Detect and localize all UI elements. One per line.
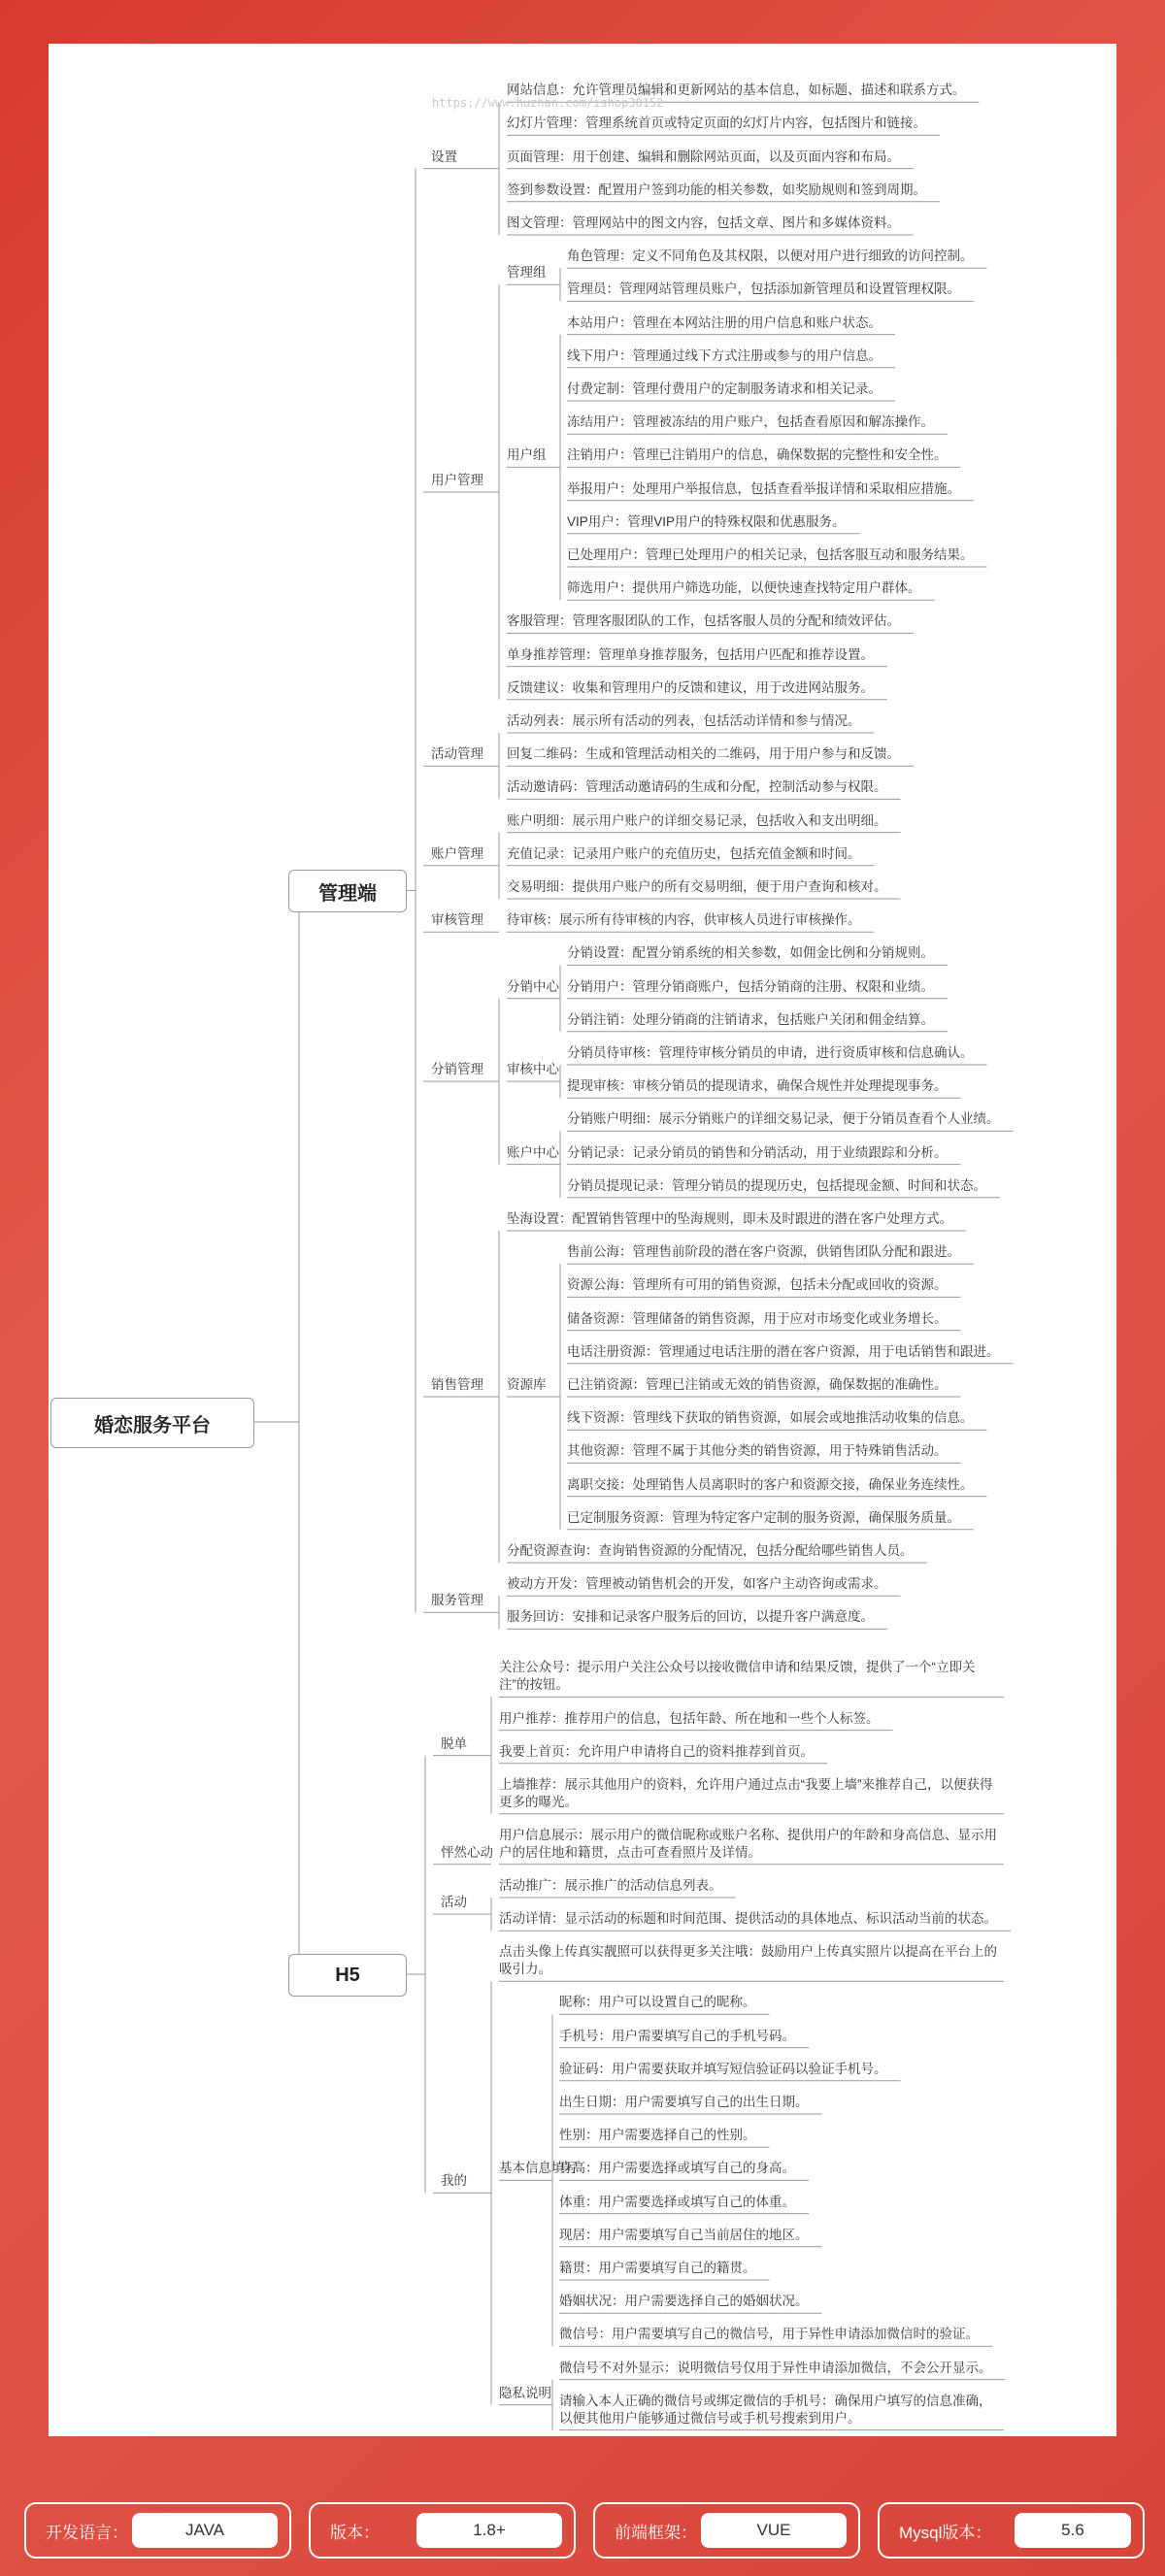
- group-label: 服务管理: [431, 1593, 483, 1608]
- leaf-text: 提现审核：审核分销员的提现请求，确保合规性并处理提现事务。: [567, 1078, 948, 1094]
- leaf-text: 电话注册资源：管理通过电话注册的潜在客户资源，用于电话销售和跟进。: [567, 1343, 1000, 1359]
- subgroup-label: 用户组: [507, 447, 547, 463]
- leaf-text: 活动推广：展示推广的活动信息列表。: [499, 1878, 722, 1893]
- leaf-text: 线下资源：管理线下获取的销售资源，如展会或地推活动收集的信息。: [567, 1410, 974, 1426]
- leaf-text: 分销员待审核：管理待审核分销员的申请，进行资质审核和信息确认。: [567, 1045, 974, 1060]
- leaf-text: 单身推荐管理：管理单身推荐服务，包括用户匹配和推荐设置。: [507, 646, 874, 662]
- leaf-text: 签到参数设置：配置用户签到功能的相关参数，如奖励规则和签到周期。: [507, 182, 926, 197]
- subgroup-label: 隐私说明: [499, 2385, 551, 2400]
- leaf-text: 角色管理：定义不同角色及其权限，以便对用户进行细致的访问控制。: [567, 248, 974, 264]
- leaf-text: 已定制服务资源：管理为特定客户定制的服务资源，确保服务质量。: [567, 1509, 960, 1525]
- leaf-text: 图文管理：管理网站中的图文内容，包括文章、图片和多媒体资料。: [507, 215, 900, 230]
- leaf-text: 昵称：用户可以设置自己的昵称。: [559, 1995, 756, 2010]
- leaf-text: 用户推荐：推荐用户的信息，包括年龄、所在地和一些个人标签。: [499, 1710, 880, 1726]
- leaf-text: 分配资源查询：查询销售资源的分配情况，包括分配给哪些销售人员。: [507, 1543, 914, 1558]
- leaf-text: 反馈建议：收集和管理用户的反馈和建议，用于改进网站服务。: [507, 679, 874, 695]
- leaf-text: 籍贯：用户需要填写自己的籍贯。: [559, 2261, 756, 2275]
- leaf-text: 已处理用户：管理已处理用户的相关记录，包括客服互动和服务结果。: [567, 547, 974, 562]
- leaf-text: 筛选用户：提供用户筛选功能，以便快速查找特定用户群体。: [567, 580, 921, 596]
- footer-key: 版本：: [330, 2523, 380, 2542]
- leaf-text: 线下用户：管理通过线下方式注册或参与的用户信息。: [567, 347, 882, 363]
- leaf-text: 幻灯片管理：管理系统首页或特定页面的幻灯片内容，包括图片和链接。: [507, 116, 926, 131]
- leaf-text: 我要上首页：允许用户申请将自己的资料推荐到首页。: [499, 1743, 814, 1759]
- footer-key: 开发语言：: [46, 2523, 128, 2542]
- root-node: 婚恋服务平台: [50, 1398, 254, 1448]
- leaf-text: 交易明细：提供用户账户的所有交易明细，便于用户查询和核对。: [507, 879, 887, 894]
- leaf-text: 分销记录：记录分销员的销售和分销活动，用于业绩跟踪和分析。: [567, 1144, 948, 1160]
- leaf-text: VIP用户：管理VIP用户的特殊权限和优惠服务。: [567, 513, 846, 529]
- group-label: 活动: [441, 1895, 467, 1910]
- leaf-text: 被动方开发：管理被动销售机会的开发，如客户主动咨询或需求。: [507, 1576, 887, 1592]
- leaf-text: 回复二维码：生成和管理活动相关的二维码，用于用户参与和反馈。: [507, 746, 900, 762]
- leaf-text: 分销用户：管理分销商账户，包括分销商的注册、权限和业绩。: [567, 978, 934, 994]
- leaf-text: 坠海设置：配置销售管理中的坠海规则，即未及时跟进的潜在客户处理方式。: [507, 1211, 952, 1226]
- leaf-text: 活动列表：展示所有活动的列表，包括活动详情和参与情况。: [507, 713, 861, 728]
- leaf-text: 冻结用户：管理被冻结的用户账户，包括查看原因和解冻操作。: [567, 414, 934, 430]
- branch-node: H5: [288, 1954, 407, 1997]
- leaf-text: 举报用户：处理用户举报信息，包括查看举报详情和采取相应措施。: [567, 480, 960, 496]
- leaf-text: 网站信息：允许管理员编辑和更新网站的基本信息，如标题、描述和联系方式。: [507, 83, 966, 98]
- leaf-text: 点击头像上传真实靓照可以获得更多关注哦：鼓励用户上传真实照片以提高在平台上的吸引力。: [499, 1944, 997, 1977]
- footer-item-version: [309, 2502, 576, 2559]
- leaf-text: 待审核：展示所有待审核的内容，供审核人员进行审核操作。: [507, 912, 861, 928]
- group-label: 账户管理: [431, 845, 483, 861]
- subgroup-label: 管理组: [507, 265, 547, 281]
- leaf-text: 储备资源：管理储备的销售资源，用于应对市场变化或业务增长。: [567, 1310, 948, 1326]
- leaf-text: 请输入本人正确的微信号或绑定微信的手机号：确保用户填写的信息准确，以便其他用户能够通过微信号或手机号搜索到用户。: [559, 2393, 992, 2426]
- leaf-text: 手机号：用户需要填写自己的手机号码。: [559, 2028, 795, 2043]
- group-label: 用户管理: [431, 473, 483, 488]
- leaf-text: 离职交接：处理销售人员离职时的客户和资源交接，确保业务连续性。: [567, 1476, 974, 1492]
- leaf-text: 其他资源：管理不属于其他分类的销售资源，用于特殊销售活动。: [567, 1443, 948, 1459]
- footer-item-mysql: [878, 2502, 1145, 2559]
- footer-key: Mysql版本：: [899, 2523, 992, 2542]
- footer-item-frontend: [593, 2502, 860, 2559]
- leaf-text: 分销账户明细：展示分销账户的详细交易记录，便于分销员查看个人业绩。: [567, 1111, 1000, 1127]
- group-label: 活动管理: [431, 746, 483, 762]
- leaf-text: 用户信息展示：展示用户的微信昵称或账户名称、提供用户的年龄和身高信息、显示用户的居住地和籍贯，点击可查看照片及详情。: [499, 1827, 997, 1860]
- group-label: 分销管理: [431, 1062, 483, 1077]
- footer-key: 前端框架：: [615, 2523, 697, 2542]
- leaf-text: 管理员：管理网站管理员账户，包括添加新管理员和设置管理权限。: [567, 281, 960, 297]
- leaf-text: 出生日期：用户需要填写自己的出生日期。: [559, 2095, 809, 2109]
- subgroup-label: 基本信息填写: [499, 2161, 578, 2176]
- footer-value: 1.8+: [416, 2513, 562, 2548]
- leaf-text: 体重：用户需要选择或填写自己的体重。: [559, 2194, 795, 2209]
- leaf-text: 资源公海：管理所有可用的销售资源，包括未分配或回收的资源。: [567, 1277, 948, 1293]
- mindmap-canvas: [49, 44, 1116, 2436]
- leaf-text: 分销员提现记录：管理分销员的提现历史，包括提现金额、时间和状态。: [567, 1177, 986, 1193]
- leaf-text: 活动详情：显示活动的标题和时间范围、提供活动的具体地点、标识活动当前的状态。: [499, 1911, 997, 1927]
- footer-item-language: [24, 2502, 291, 2559]
- subgroup-label: 资源库: [507, 1377, 547, 1392]
- leaf-text: 分销注销：处理分销商的注销请求，包括账户关闭和佣金结算。: [567, 1011, 934, 1027]
- leaf-text: 身高：用户需要选择或填写自己的身高。: [559, 2161, 795, 2176]
- leaf-text: 页面管理：用于创建、编辑和删除网站页面，以及页面内容和布局。: [507, 149, 900, 164]
- branch-node: 管理端: [288, 870, 407, 912]
- group-label: 脱单: [441, 1735, 467, 1751]
- leaf-text: 本站用户：管理在本网站注册的用户信息和账户状态。: [567, 314, 882, 330]
- leaf-text: 充值记录：记录用户账户的充值历史，包括充值金额和时间。: [507, 845, 861, 861]
- leaf-text: 账户明细：展示用户账户的详细交易记录，包括收入和支出明细。: [507, 812, 887, 828]
- footer-value: JAVA: [132, 2513, 278, 2548]
- leaf-text: 售前公海：管理售前阶段的潜在客户资源，供销售团队分配和跟进。: [567, 1244, 960, 1260]
- subgroup-label: 审核中心: [507, 1062, 559, 1077]
- leaf-text: 上墙推荐：展示其他用户的资料，允许用户通过点击“我要上墙”来推荐自己，以便获得更多的曝光。: [499, 1776, 993, 1809]
- watermark: https://www.huzhan.com/ishop38152: [432, 96, 664, 110]
- leaf-text: 微信号不对外显示：说明微信号仅用于异性申请添加微信，不会公开显示。: [559, 2360, 992, 2375]
- tech-spec-footer: [0, 2494, 1165, 2576]
- leaf-text: 关注公众号：提示用户关注公众号以接收微信申请和结果反馈，提供了一个“立即关注”的按钮。: [499, 1660, 976, 1693]
- leaf-text: 活动邀请码：管理活动邀请码的生成和分配，控制活动参与权限。: [507, 779, 887, 795]
- leaf-text: 客服管理：管理客服团队的工作，包括客服人员的分配和绩效评估。: [507, 613, 900, 629]
- subgroup-label: 账户中心: [507, 1144, 559, 1160]
- leaf-text: 微信号：用户需要填写自己的微信号，用于异性申请添加微信时的验证。: [559, 2327, 979, 2342]
- group-label: 设置: [431, 149, 457, 164]
- leaf-text: 注销用户：管理已注销用户的信息，确保数据的完整性和安全性。: [567, 447, 948, 463]
- leaf-text: 付费定制：管理付费用户的定制服务请求和相关记录。: [567, 381, 882, 396]
- group-label: 审核管理: [431, 912, 483, 928]
- group-label: 我的: [441, 2173, 467, 2189]
- leaf-text: 服务回访：安排和记录客户服务后的回访，以提升客户满意度。: [507, 1609, 874, 1625]
- group-label: 怦然心动: [441, 1844, 493, 1860]
- leaf-text: 分销设置：配置分销系统的相关参数，如佣金比例和分销规则。: [567, 945, 934, 961]
- group-label: 销售管理: [431, 1377, 483, 1392]
- leaf-text: 婚姻状况：用户需要选择自己的婚姻状况。: [559, 2294, 809, 2309]
- leaf-text: 现居：用户需要填写自己当前居住的地区。: [559, 2227, 809, 2242]
- leaf-text: 性别：用户需要选择自己的性别。: [559, 2128, 756, 2143]
- footer-value: VUE: [701, 2513, 847, 2548]
- leaf-text: 已注销资源：管理已注销或无效的销售资源，确保数据的准确性。: [567, 1377, 948, 1392]
- subgroup-label: 分销中心: [507, 978, 559, 994]
- leaf-text: 验证码：用户需要获取并填写短信验证码以验证手机号。: [559, 2061, 887, 2076]
- footer-value: 5.6: [1015, 2513, 1131, 2548]
